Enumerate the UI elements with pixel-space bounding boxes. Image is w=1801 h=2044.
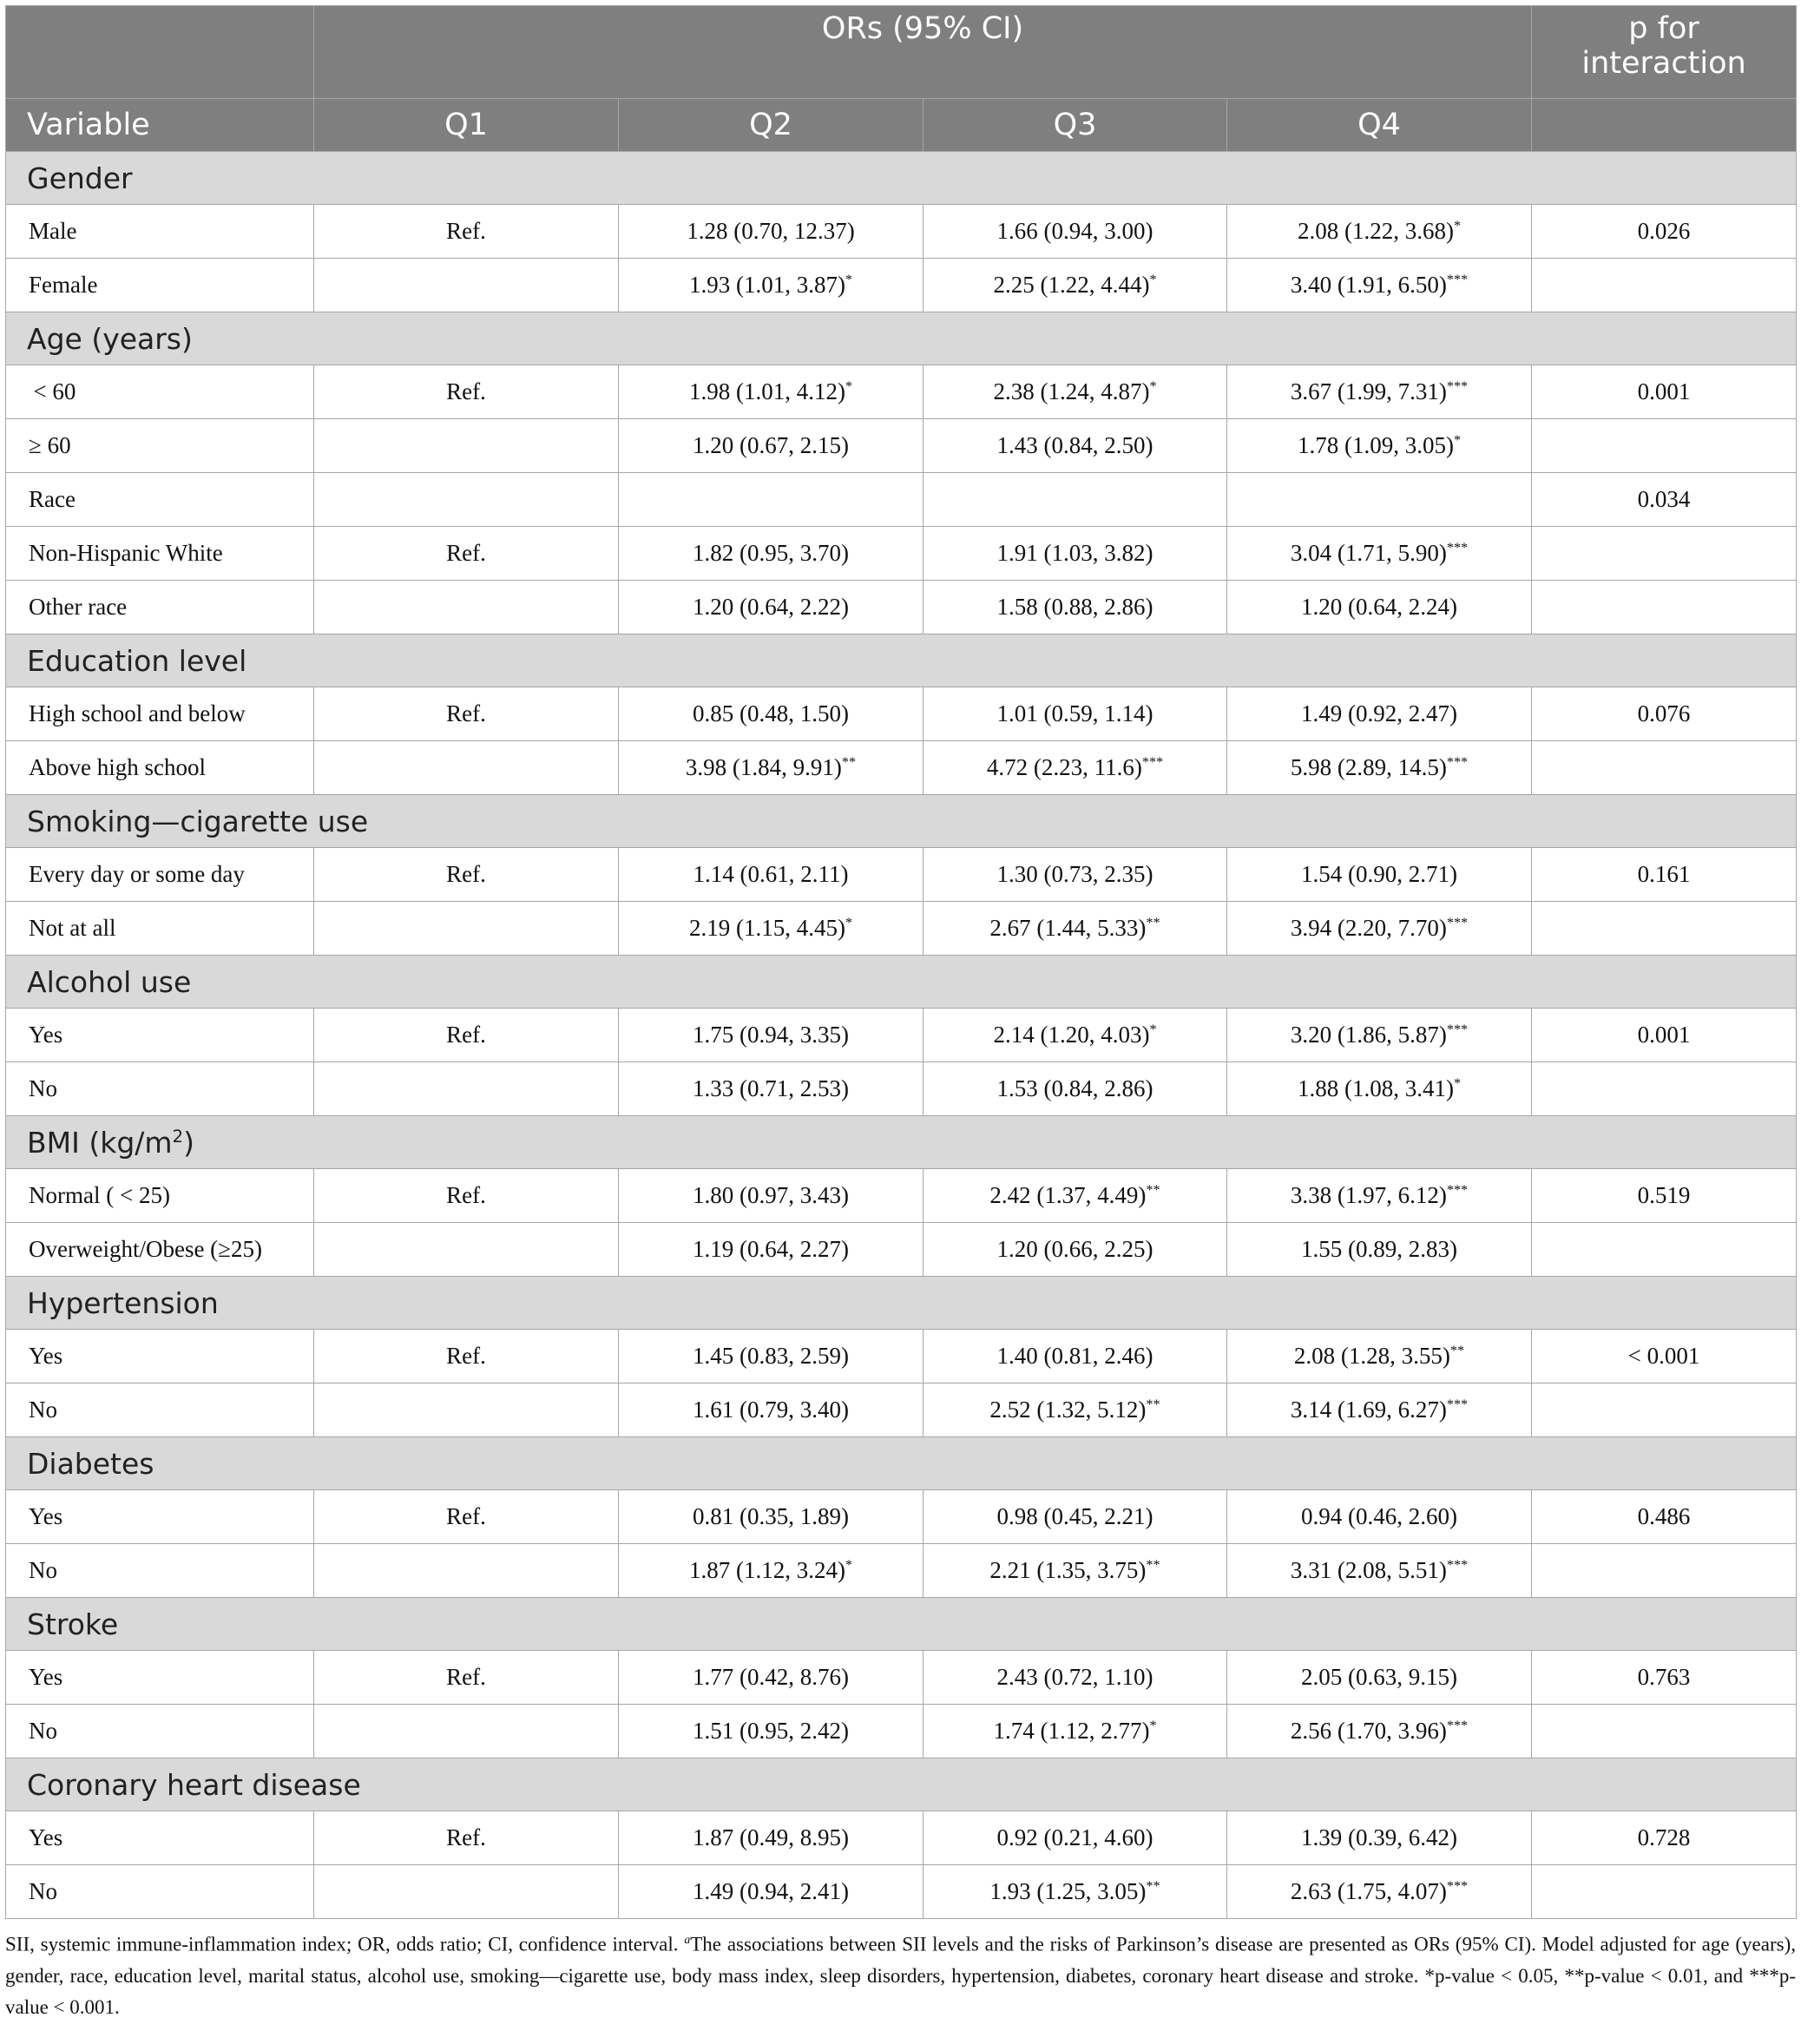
cell-p-interaction: 0.763 (1532, 1651, 1797, 1705)
cell-q1 (314, 1223, 619, 1277)
cell-p-interaction: 0.026 (1532, 205, 1797, 259)
cell-q1: Ref. (314, 527, 619, 581)
header-q2: Q2 (619, 99, 924, 152)
cell-q4: 3.40 (1.91, 6.50)*** (1227, 259, 1532, 312)
cell-q2: 1.87 (0.49, 8.95) (619, 1811, 924, 1865)
cell-q1 (314, 473, 619, 527)
table-row (6, 1705, 1797, 1758)
cell-q3 (924, 473, 1227, 527)
cell-q2: 1.87 (1.12, 3.24)* (619, 1544, 924, 1598)
cell-q1: Ref. (314, 1169, 619, 1223)
cell-p-interaction: 0.001 (1532, 1009, 1797, 1062)
group-age: Age (years) (6, 312, 1797, 365)
group-bmi (6, 1116, 1797, 1169)
significance-marker: * (1453, 218, 1462, 233)
cell-q3: 2.42 (1.37, 4.49)** (924, 1169, 1227, 1223)
cell-q2: 1.61 (0.79, 3.40) (619, 1383, 924, 1437)
row-label: Above high school (6, 741, 314, 795)
cell-q3: 0.98 (0.45, 2.21) (924, 1490, 1227, 1544)
significance-marker: *** (1446, 540, 1469, 555)
cell-p-interaction (1532, 1705, 1797, 1758)
footnote-p2: **p-value < 0.01, and (1564, 1964, 1750, 1987)
table-row (6, 581, 1797, 634)
cell-q3: 2.25 (1.22, 4.44)* (924, 259, 1227, 312)
or-table (5, 5, 1797, 1919)
table-row (6, 848, 1797, 902)
cell-p-interaction (1532, 741, 1797, 795)
cell-q3: 2.21 (1.35, 3.75)** (924, 1544, 1227, 1598)
significance-marker: *** (1446, 1557, 1469, 1573)
significance-marker: * (1149, 1718, 1157, 1733)
cell-q2: 1.14 (0.61, 2.11) (619, 848, 924, 902)
group-education: Education level (6, 634, 1797, 687)
table-row (6, 473, 1797, 527)
table-row (6, 1383, 1797, 1437)
table-row (6, 1223, 1797, 1277)
row-label: Yes (6, 1009, 314, 1062)
row-label: No (6, 1062, 314, 1116)
group-chd: Coronary heart disease (6, 1758, 1797, 1811)
group-hypertension: Hypertension (6, 1277, 1797, 1330)
cell-q1: Ref. (314, 205, 619, 259)
cell-q1 (314, 741, 619, 795)
cell-q4: 1.54 (0.90, 2.71) (1227, 848, 1532, 902)
cell-q1 (314, 1544, 619, 1598)
table-footnote (5, 1924, 1796, 2023)
cell-q2: 1.75 (0.94, 3.35) (619, 1009, 924, 1062)
row-label: Normal ( < 25) (6, 1169, 314, 1223)
cell-q3: 1.43 (0.84, 2.50) (924, 419, 1227, 473)
footnote-p3: ***p-value < 0.001. (5, 1964, 1796, 2018)
cell-p-interaction (1532, 1383, 1797, 1437)
cell-q3: 2.52 (1.32, 5.12)** (924, 1383, 1227, 1437)
cell-q4: 2.05 (0.63, 9.15) (1227, 1651, 1532, 1705)
table-row (6, 1651, 1797, 1705)
table-row (6, 1062, 1797, 1116)
table-row (6, 1811, 1797, 1865)
cell-q4: 1.78 (1.09, 3.05)* (1227, 419, 1532, 473)
cell-p-interaction: 0.076 (1532, 687, 1797, 741)
significance-marker: ** (841, 754, 857, 770)
table-row (6, 527, 1797, 581)
cell-q4: 5.98 (2.89, 14.5)*** (1227, 741, 1532, 795)
cell-q4: 3.14 (1.69, 6.27)*** (1227, 1383, 1532, 1437)
group-bmi-label: BMI (kg/m (27, 1125, 173, 1160)
cell-q1 (314, 1383, 619, 1437)
cell-p-interaction (1532, 419, 1797, 473)
cell-q3: 1.53 (0.84, 2.86) (924, 1062, 1227, 1116)
row-label: Every day or some day (6, 848, 314, 902)
group-alcohol: Alcohol use (6, 956, 1797, 1009)
cell-q2: 1.19 (0.64, 2.27) (619, 1223, 924, 1277)
significance-marker: *** (1446, 1718, 1469, 1733)
footnote-abbrev: SII, systemic immune-inflammation index; OR, odds ratio; CI, confidence interval. (5, 1933, 685, 1955)
significance-marker: * (1453, 1075, 1462, 1091)
significance-marker: * (845, 272, 853, 287)
cell-q2: 1.20 (0.67, 2.15) (619, 419, 924, 473)
cell-q1 (314, 1865, 619, 1919)
row-label: Non-Hispanic White (6, 527, 314, 581)
cell-q2: 1.82 (0.95, 3.70) (619, 527, 924, 581)
cell-q1 (314, 902, 619, 956)
cell-q4: 1.49 (0.92, 2.47) (1227, 687, 1532, 741)
cell-q2: 1.80 (0.97, 3.43) (619, 1169, 924, 1223)
cell-q4: 1.55 (0.89, 2.83) (1227, 1223, 1532, 1277)
header-q3: Q3 (924, 99, 1227, 152)
significance-marker: ** (1146, 1182, 1160, 1198)
cell-q1: Ref. (314, 1490, 619, 1544)
significance-marker: * (1149, 378, 1157, 394)
cell-q1 (314, 1705, 619, 1758)
row-label: No (6, 1544, 314, 1598)
cell-q3: 2.67 (1.44, 5.33)** (924, 902, 1227, 956)
footnote-body: The associations between SII levels and the risks of Parkinson’s disease are presented as ORs (95% CI). Model adjusted for age (years), gender, race, education level, marital status, alcohol use, smoking—cigarette use, body mass index, sleep disorders, hypertension, diabetes, coronary heart disease and stroke. (5, 1933, 1796, 1987)
header-p-line1: p for (1628, 11, 1699, 46)
cell-p-interaction: 0.161 (1532, 848, 1797, 902)
row-label: No (6, 1865, 314, 1919)
cell-p-interaction (1532, 1223, 1797, 1277)
group-smoking: Smoking—cigarette use (6, 795, 1797, 848)
significance-marker: * (1453, 432, 1462, 448)
table-row (6, 741, 1797, 795)
cell-q3: 0.92 (0.21, 4.60) (924, 1811, 1227, 1865)
cell-q1: Ref. (314, 687, 619, 741)
cell-q1: Ref. (314, 848, 619, 902)
cell-q3: 1.20 (0.66, 2.25) (924, 1223, 1227, 1277)
significance-marker: *** (1446, 915, 1469, 930)
row-label: Yes (6, 1490, 314, 1544)
cell-q4: 3.04 (1.71, 5.90)*** (1227, 527, 1532, 581)
cell-q1: Ref. (314, 1651, 619, 1705)
footnote-p1: *p-value < 0.05, (1424, 1964, 1565, 1987)
table-row (6, 1490, 1797, 1544)
cell-q2: 0.85 (0.48, 1.50) (619, 687, 924, 741)
cell-q4: 3.31 (2.08, 5.51)*** (1227, 1544, 1532, 1598)
cell-p-interaction (1532, 1062, 1797, 1116)
table-row (6, 1865, 1797, 1919)
cell-p-interaction (1532, 1544, 1797, 1598)
row-label: < 60 (6, 365, 314, 419)
footnote-sup-a: a (684, 1933, 691, 1946)
cell-p-interaction (1532, 902, 1797, 956)
row-label: Female (6, 259, 314, 312)
cell-p-interaction (1532, 581, 1797, 634)
row-label: Yes (6, 1651, 314, 1705)
row-label: Race (6, 473, 314, 527)
cell-p-interaction (1532, 1865, 1797, 1919)
row-label: Overweight/Obese (≥25) (6, 1223, 314, 1277)
cell-q2: 1.28 (0.70, 12.37) (619, 205, 924, 259)
table-row (6, 902, 1797, 956)
cell-p-interaction: 0.519 (1532, 1169, 1797, 1223)
cell-q4: 1.39 (0.39, 6.42) (1227, 1811, 1532, 1865)
significance-marker: *** (1446, 1397, 1469, 1412)
significance-marker: *** (1446, 272, 1469, 287)
cell-q2: 1.49 (0.94, 2.41) (619, 1865, 924, 1919)
significance-marker: *** (1446, 378, 1469, 394)
row-label: Yes (6, 1811, 314, 1865)
table-row (6, 1009, 1797, 1062)
significance-marker: * (845, 915, 853, 930)
header-ors: ORs (95% CI) (314, 6, 1532, 99)
row-label: No (6, 1383, 314, 1437)
cell-q4: 0.94 (0.46, 2.60) (1227, 1490, 1532, 1544)
row-label: Male (6, 205, 314, 259)
cell-q2: 1.20 (0.64, 2.22) (619, 581, 924, 634)
header-blank (6, 6, 314, 99)
table-row (6, 419, 1797, 473)
cell-p-interaction: < 0.001 (1532, 1330, 1797, 1383)
cell-q1: Ref. (314, 1811, 619, 1865)
significance-marker: * (845, 1557, 853, 1573)
header-q1: Q1 (314, 99, 619, 152)
cell-q2: 1.98 (1.01, 4.12)* (619, 365, 924, 419)
row-label: High school and below (6, 687, 314, 741)
cell-q3: 4.72 (2.23, 11.6)*** (924, 741, 1227, 795)
cell-q1: Ref. (314, 365, 619, 419)
cell-q3: 2.43 (0.72, 1.10) (924, 1651, 1227, 1705)
table-row (6, 1544, 1797, 1598)
table-row (6, 687, 1797, 741)
cell-q3: 1.66 (0.94, 3.00) (924, 205, 1227, 259)
cell-p-interaction (1532, 527, 1797, 581)
cell-q1: Ref. (314, 1330, 619, 1383)
cell-q1 (314, 1062, 619, 1116)
row-label: Not at all (6, 902, 314, 956)
row-label: ≥ 60 (6, 419, 314, 473)
significance-marker: * (845, 378, 853, 394)
cell-q2: 0.81 (0.35, 1.89) (619, 1490, 924, 1544)
cell-p-interaction (1532, 259, 1797, 312)
group-stroke: Stroke (6, 1598, 1797, 1651)
cell-q2: 1.77 (0.42, 8.76) (619, 1651, 924, 1705)
group-gender: Gender (6, 152, 1797, 205)
significance-marker: ** (1146, 915, 1160, 930)
cell-q4: 2.56 (1.70, 3.96)*** (1227, 1705, 1532, 1758)
cell-q4: 2.63 (1.75, 4.07)*** (1227, 1865, 1532, 1919)
group-bmi-close: ) (183, 1125, 194, 1160)
cell-q4: 3.20 (1.86, 5.87)*** (1227, 1009, 1532, 1062)
cell-q1 (314, 581, 619, 634)
significance-marker: ** (1449, 1343, 1465, 1358)
significance-marker: *** (1141, 754, 1164, 770)
cell-q2: 1.33 (0.71, 2.53) (619, 1062, 924, 1116)
significance-marker: ** (1146, 1557, 1160, 1573)
cell-q2 (619, 473, 924, 527)
group-bmi-sup: 2 (172, 1126, 184, 1147)
significance-marker: *** (1446, 1878, 1469, 1894)
cell-q1 (314, 259, 619, 312)
cell-q2: 3.98 (1.84, 9.91)** (619, 741, 924, 795)
table-row (6, 205, 1797, 259)
table-container (5, 5, 1796, 2023)
significance-marker: *** (1446, 1182, 1469, 1198)
row-label: No (6, 1705, 314, 1758)
cell-q3: 1.91 (1.03, 3.82) (924, 527, 1227, 581)
significance-marker: * (1149, 272, 1157, 287)
cell-q4: 3.94 (2.20, 7.70)*** (1227, 902, 1532, 956)
header-variable: Variable (6, 99, 314, 152)
header-q4: Q4 (1227, 99, 1532, 152)
cell-q2: 2.19 (1.15, 4.45)* (619, 902, 924, 956)
cell-q1: Ref. (314, 1009, 619, 1062)
table-row (6, 259, 1797, 312)
table-row (6, 1330, 1797, 1383)
cell-q4: 2.08 (1.28, 3.55)** (1227, 1330, 1532, 1383)
cell-q2: 1.93 (1.01, 3.87)* (619, 259, 924, 312)
header-p-blank (1532, 99, 1797, 152)
significance-marker: * (1149, 1022, 1157, 1037)
cell-q3: 1.30 (0.73, 2.35) (924, 848, 1227, 902)
cell-q3: 1.74 (1.12, 2.77)* (924, 1705, 1227, 1758)
cell-q4: 1.88 (1.08, 3.41)* (1227, 1062, 1532, 1116)
table-row (6, 365, 1797, 419)
table-row (6, 1169, 1797, 1223)
cell-q4: 1.20 (0.64, 2.24) (1227, 581, 1532, 634)
significance-marker: ** (1146, 1878, 1160, 1894)
cell-q4: 3.38 (1.97, 6.12)*** (1227, 1169, 1532, 1223)
cell-p-interaction: 0.001 (1532, 365, 1797, 419)
cell-q3: 1.01 (0.59, 1.14) (924, 687, 1227, 741)
cell-q3: 1.40 (0.81, 2.46) (924, 1330, 1227, 1383)
cell-q3: 1.58 (0.88, 2.86) (924, 581, 1227, 634)
cell-q1 (314, 419, 619, 473)
header-p-line2: interaction (1581, 46, 1746, 81)
cell-q3: 2.14 (1.20, 4.03)* (924, 1009, 1227, 1062)
cell-q3: 2.38 (1.24, 4.87)* (924, 365, 1227, 419)
cell-p-interaction: 0.034 (1532, 473, 1797, 527)
significance-marker: ** (1146, 1397, 1160, 1412)
cell-q2: 1.45 (0.83, 2.59) (619, 1330, 924, 1383)
row-label: Other race (6, 581, 314, 634)
cell-q4: 3.67 (1.99, 7.31)*** (1227, 365, 1532, 419)
significance-marker: *** (1446, 1022, 1469, 1037)
header-p-interaction (1532, 6, 1797, 99)
cell-q4: 2.08 (1.22, 3.68)* (1227, 205, 1532, 259)
cell-p-interaction: 0.486 (1532, 1490, 1797, 1544)
row-label: Yes (6, 1330, 314, 1383)
cell-q2: 1.51 (0.95, 2.42) (619, 1705, 924, 1758)
significance-marker: *** (1446, 754, 1469, 770)
group-diabetes: Diabetes (6, 1437, 1797, 1490)
cell-q4 (1227, 473, 1532, 527)
cell-q3: 1.93 (1.25, 3.05)** (924, 1865, 1227, 1919)
cell-p-interaction: 0.728 (1532, 1811, 1797, 1865)
